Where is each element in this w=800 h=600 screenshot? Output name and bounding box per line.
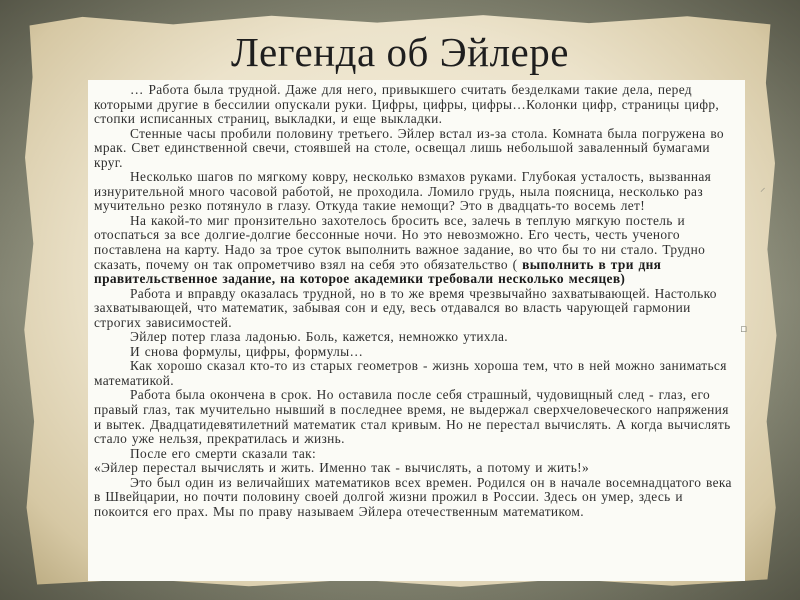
slide-title: Легенда об Эйлере [231, 29, 569, 75]
paragraph-11-quote: «Эйлер перестал вычислять и жить. Именно так - вычислять, а потому и жить!» [94, 460, 590, 476]
paragraph-4-text: На какой-то миг пронзительно захотелось бросить все, залечь в теплую мягкую постель и отоспаться за все долгие-долгие бессонные ночи. Но это невозможно. Его честь, честь ученого поставлена на карту. Надо за трое суток выполнить важное задание, во что бы то ни стало. Трудно сказать, почему он так опрометчиво взял на себя это обязательство ( [94, 212, 706, 272]
paragraph-8: Как хорошо сказал кто-то из старых геометров - жизнь хороша тем, что в ней можно заниматься математикой. [94, 358, 727, 388]
paragraph-4-bold-text: выполнить в три дня правительственное задание, на которое академики требовали несколько месяцев) [94, 256, 662, 287]
story-text-block [88, 80, 748, 581]
scan-edge-mark-icon: ⸝ [760, 181, 766, 194]
paragraph-5: Работа и вправду оказалась трудной, но в то же время чрезвычайно захватывающей. Настолько захватывающей, что математик, забывая сон и еду, весь отдавался во власть чарующей гармонии строгих зависимостей. [94, 285, 717, 330]
paragraph-2: Стенные часы пробили половину третьего. Эйлер встал из-за стола. Комната была погружена во мрак. Свет единственной свечи, стоявшей на столе, освещал лишь небольшой заваленный бумагами круг. [94, 125, 724, 170]
paragraph-1: … Работа была трудной. Даже для него, привыкшего считать безделками такие дела, перед которыми другие в бессилии опускали руки. Цифры, цифры, цифры…Колонки цифр, страницы цифр, стопки исписанных страниц, выкладки, и еще выкладки. [94, 82, 720, 127]
paragraph-3: Несколько шагов по мягкому ковру, несколько взмахов руками. Глубокая усталость, вызванная изнурительной много часовой работой, не проходила. Ломило грудь, ныла поясница, несколько раз мучительно резко потянуло в глазу. Откуда такие немощи? Это в двадцать-то восемь лет! [94, 169, 712, 214]
paragraph-9: Работа была окончена в срок. Но оставила после себя страшный, чудовищный след - глаз, его правый глаз, так мучительно нывший в последнее время, не выдержал сверхчеловеческого напряжения и вытек. Двадцатидевятилетний математик стал кривым. Но не перестал вычислять. А когда вычислять стало уже нельзя, прекратилась и жизнь. [94, 387, 731, 447]
paragraph-10: После его смерти сказали так: [130, 445, 317, 461]
paragraph-6: Эйлер потер глаза ладонью. Боль, кажется, немножко утихла. [130, 329, 509, 345]
scan-edge-mark-icon: ▫ [740, 322, 748, 335]
paragraph-12: Это был один из величайших математиков всех времен. Родился он в начале восемнадцатого века в Швейцарии, но почти половину своей долгой жизни прожил в России. Здесь он умер, здесь и покоится его прах. Мы по праву называем Эйлера отечественным математиком. [94, 474, 732, 519]
paragraph-4 [94, 214, 739, 287]
paragraph-7: И снова формулы, цифры, формулы… [130, 343, 364, 359]
